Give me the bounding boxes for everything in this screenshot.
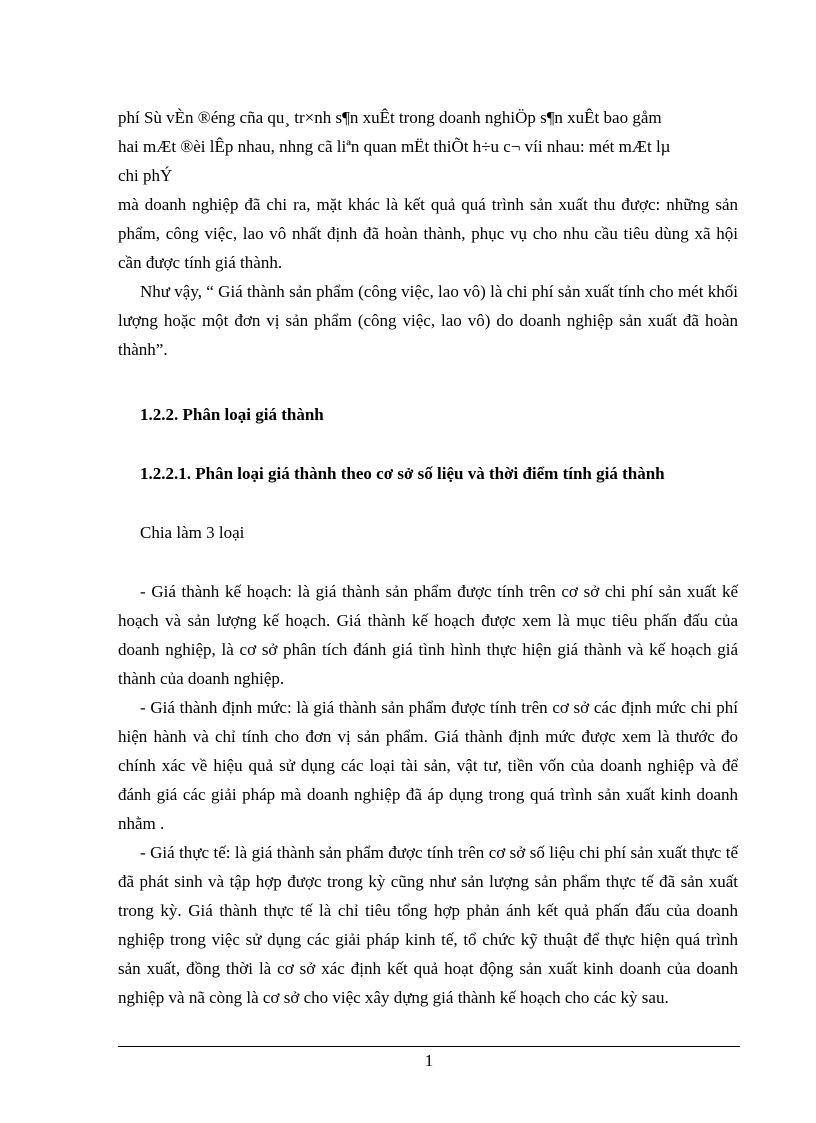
list-item-ke-hoach: - Giá thành kế hoạch: là giá thành sản phẩm được tính trên cơ sở chi phí sản xuất kế hoạch và sản lượng kế hoạch. Giá thành kế hoạch được xem là mục tiêu phấn đấu của doanh nghiệp, là cơ sở phân tích đánh giá tình hình thực hiện giá thành và kế hoạch giá thành của doanh nghiệp.: [118, 582, 738, 688]
paragraph: Như vậy, “ Giá thành sản phẩm (công việc, lao vô) là chi phí sản xuất tính cho mét khối lượng hoặc một đơn vị sản phẩm (công việc, lao vô) do doanh nghiệp sản xuất đã hoàn thành”.: [118, 282, 738, 359]
footer-divider: [118, 1046, 740, 1047]
paragraph-line: phí Sù vÈn ®éng cña qu¸ tr×nh s¶n xuÊt trong doanh nghiÖp s¶n xuÊt bao gåm: [118, 108, 662, 127]
paragraph-line: hai mÆt ®èi lÊp nhau, nhng cã liªn quan mËt thiÕt h÷u c¬ víi nhau: mét mÆt lµ: [118, 137, 671, 156]
page-number: 1: [424, 1051, 434, 1070]
list-item-thuc-te: - Giá thực tế: là giá thành sản phẩm được tính trên cơ sở số liệu chi phí sản xuất thực tế đã phát sinh và tập hợp được trong kỳ cũng như sản lượng sản phẩm thực tế đã sản xuất trong kỳ. Giá thành thực tế là chỉ tiêu tổng hợp phản ánh kết quả phấn đấu của doanh nghiệp trong việc sử dụng các giải pháp kinh tế, tổ chức kỹ thuật để thực hiện quá trình sản xuất, đồng thời là cơ sở xác định kết quả hoạt động sản xuất kinh doanh của doanh nghiệp và nã còng là cơ sở cho việc xây dựng giá thành kế hoạch cho các kỳ sau.: [118, 843, 738, 1007]
document-body: [118, 103, 738, 1012]
paragraph: mà doanh nghiệp đã chi ra, mặt khác là kết quả quá trình sản xuất thu được: những sản phẩm, công việc, lao vô nhất định đã hoàn thành, phục vụ cho nhu cầu tiêu dùng xã hội cần được tính giá thành.: [118, 195, 738, 272]
paragraph-line: chi phÝ: [118, 166, 173, 185]
list-item-dinh-muc: - Giá thành định mức: là giá thành sản phẩm được tính trên cơ sở các định mức chi phí hiện hành và chỉ tính cho đơn vị sản phẩm. Giá thành định mức được xem là thước đo chính xác về hiệu quả sử dụng các loại tài sản, vật tư, tiền vốn của doanh nghiệp và để đánh giá các giải pháp mà doanh nghiệp đã áp dụng trong quá trình sản xuất kinh doanh nhằm .: [118, 698, 738, 833]
intro-text: Chia làm 3 loại: [140, 523, 245, 542]
section-heading: 1.2.2. Phân loại giá thành: [140, 405, 324, 424]
subsection-heading: 1.2.2.1. Phân loại giá thành theo cơ sở số liệu và thời điểm tính giá thành: [140, 464, 665, 483]
